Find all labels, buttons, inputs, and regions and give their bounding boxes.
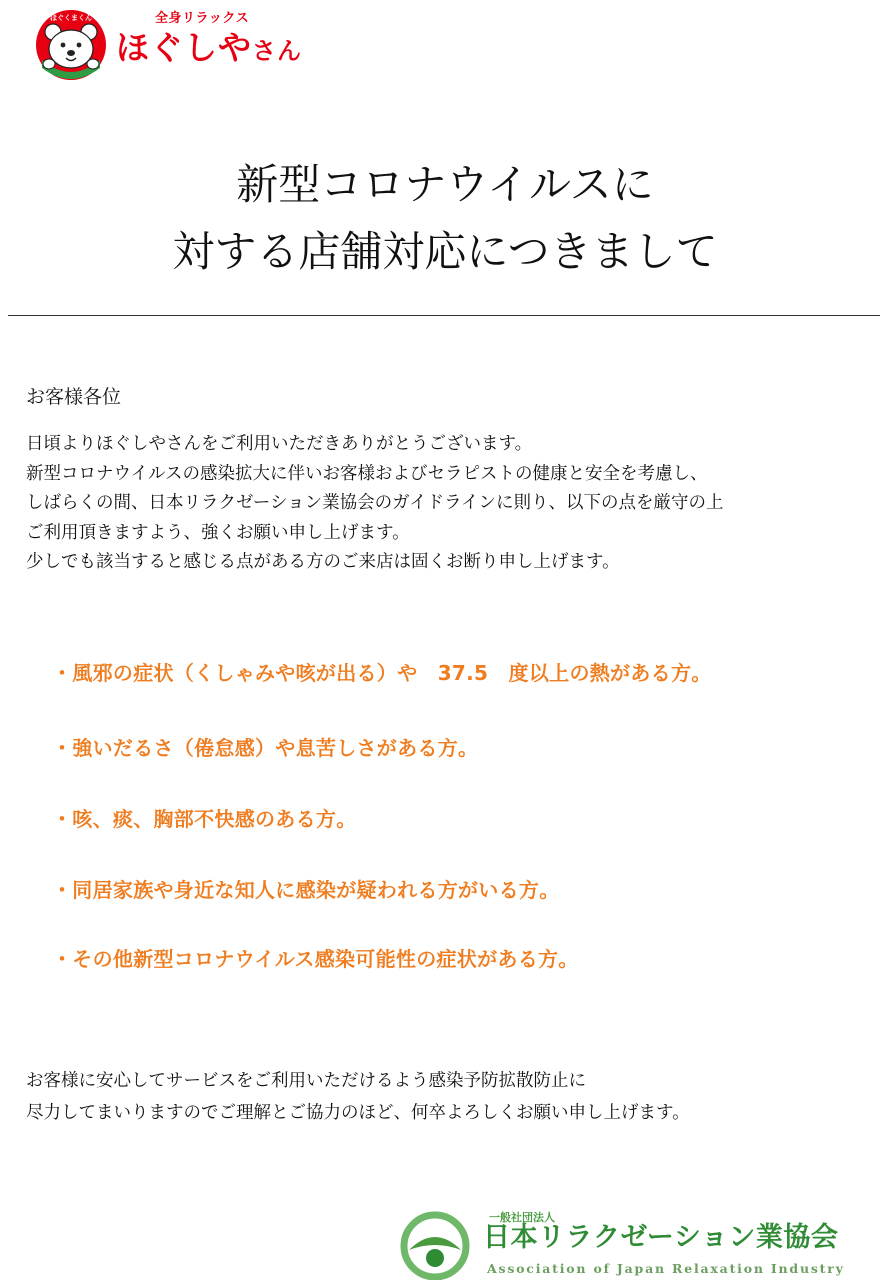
logo-tagline: 全身リラックス	[155, 11, 250, 26]
page-title-line-1: 新型コロナウイルスに	[236, 160, 654, 209]
logo-name-suffix: さん	[252, 37, 302, 65]
association-name: 日本リラクゼーション業協会	[483, 1222, 839, 1253]
intro-line: しばらくの間、日本リラクゼーション業協会のガイドラインに則り、以下の点を厳守の上	[26, 493, 724, 513]
salutation: お客様各位	[26, 386, 122, 408]
association-label: 一般社団法人	[489, 1211, 555, 1224]
closing-line: お客様に安心してサービスをご利用いただけるよう感染予防拡散防止に	[26, 1071, 586, 1091]
bear-mascot-icon	[34, 8, 108, 82]
page-title-line-2: 対する店舗対応につきまして	[172, 227, 718, 276]
logo-name	[116, 28, 302, 68]
condition-item: ・咳、痰、胸部不快感のある方。	[52, 807, 357, 831]
logo-name-main: ほぐしや	[116, 28, 252, 67]
logo-badge-text: ほぐくまくん	[50, 14, 92, 22]
intro-line: 少しでも該当すると感じる点がある方のご来店は固くお断り申し上げます。	[26, 552, 620, 572]
condition-item: ・強いだるさ（倦怠感）や息苦しさがある方。	[52, 736, 479, 760]
closing-line: 尽力してまいりますのでご理解とご協力のほど、何卒よろしくお願い申し上げます。	[26, 1103, 690, 1123]
condition-item: ・風邪の症状（くしゃみや咳が出る）や 37.5 度以上の熱がある方。	[52, 661, 712, 685]
condition-item: ・同居家族や身近な知人に感染が疑われる方がいる方。	[52, 878, 560, 902]
association-logo	[395, 1208, 865, 1280]
closing-paragraph	[26, 1065, 876, 1129]
intro-line: ご利用頂きますよう、強くお願い申し上げます。	[26, 522, 410, 543]
intro-line: 日頃よりほぐしやさんをご利用いただきありがとうございます。	[26, 434, 533, 454]
intro-paragraph	[26, 430, 876, 578]
association-emblem-icon	[395, 1210, 475, 1280]
association-english-name: Association of Japan Relaxation Industry	[487, 1261, 845, 1276]
hogushiya-logo	[34, 4, 304, 82]
intro-line: 新型コロナウイルスの感染拡大に伴いお客様およびセラピストの健康と安全を考慮し、	[26, 463, 708, 484]
condition-item: ・その他新型コロナウイルス感染可能性の症状がある方。	[52, 947, 579, 971]
title-divider	[8, 315, 880, 316]
